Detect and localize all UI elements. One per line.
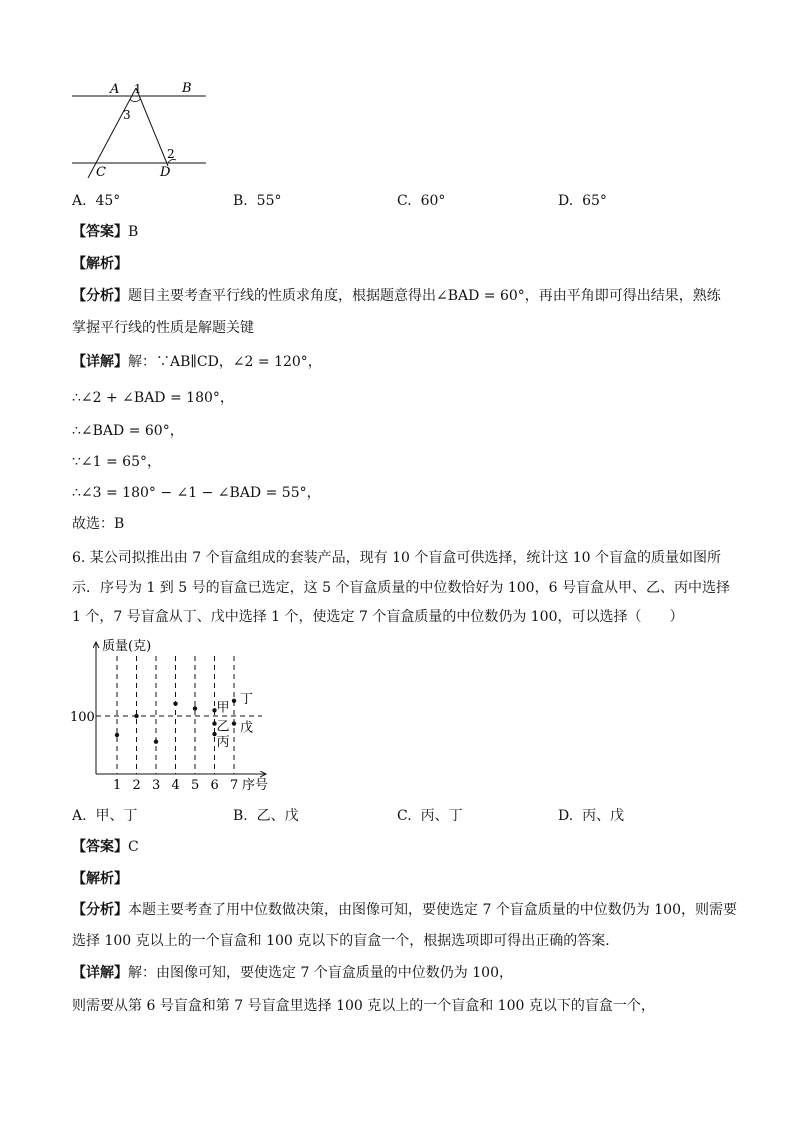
q6-fenxi-line1 bbox=[72, 900, 737, 920]
fenxi-tag: 【分析】 bbox=[72, 902, 128, 918]
detail-tag: 【详解】 bbox=[72, 354, 128, 370]
x-tick-label: 7 bbox=[230, 778, 239, 793]
data-point bbox=[134, 714, 138, 718]
option-letter: B. bbox=[233, 808, 248, 824]
blind-box-mass-chart bbox=[66, 634, 286, 796]
q6-option-d bbox=[558, 806, 624, 826]
point-label: 丙 bbox=[216, 735, 230, 751]
q6-stem-line1: 6. 某公司拟推出由 7 个盲盒组成的套装产品，现有 10 个盲盒可供选择，统计这 10 个盲盒的质量如图所 bbox=[72, 550, 722, 566]
data-point bbox=[173, 701, 177, 705]
label-angle-2: 2 bbox=[167, 147, 175, 161]
x-tick-label: 4 bbox=[171, 778, 180, 793]
q5-detail-line3: ∴∠BAD = 60°， bbox=[72, 423, 184, 439]
point-label: 丁 bbox=[240, 691, 254, 707]
y-axis-label: 质量(克) bbox=[102, 639, 152, 654]
label-a: A bbox=[110, 82, 120, 97]
option-value: 45° bbox=[95, 193, 121, 209]
data-point bbox=[154, 739, 158, 743]
fenxi-text: 本题主要考查了用中位数做决策，由图像可知，要使选定 7 个盲盒质量的中位数仍为 100，则需要 bbox=[128, 902, 737, 918]
detail-tag: 【详解】 bbox=[72, 965, 128, 981]
option-letter: A. bbox=[72, 193, 87, 209]
data-point bbox=[232, 721, 236, 725]
q6-option-c bbox=[397, 806, 463, 826]
option-letter: D. bbox=[558, 193, 574, 209]
answer-tag: 【答案】 bbox=[72, 224, 128, 240]
fenxi-tag: 【分析】 bbox=[72, 288, 128, 304]
q6-answer bbox=[72, 837, 139, 857]
q6-detail-line1 bbox=[72, 963, 513, 983]
q5-detail-line2: ∴∠2 + ∠BAD = 180°， bbox=[72, 390, 234, 406]
parallel-lines-figure bbox=[60, 74, 220, 182]
detail-text: 解：∵AB∥CD，∠2 = 120°， bbox=[128, 354, 322, 370]
q5-option-c bbox=[397, 191, 445, 211]
answer-value: C bbox=[128, 839, 139, 855]
q5-fenxi-line2: 掌握平行线的性质是解题关键 bbox=[72, 320, 254, 336]
q6-option-a bbox=[72, 806, 137, 826]
data-point bbox=[232, 699, 236, 703]
q5-option-d bbox=[558, 191, 607, 211]
q5-fenxi-line1 bbox=[72, 286, 721, 306]
q5-answer bbox=[72, 222, 138, 242]
label-angle-1: 1 bbox=[134, 82, 142, 96]
option-value: 60° bbox=[420, 193, 446, 209]
option-value: 丙、丁 bbox=[420, 808, 463, 824]
q6-stem-line3: 1 个，7 号盲盒从丁、戊中选择 1 个，使选定 7 个盲盒质量的中位数仍为 100，可以选择（ ） bbox=[72, 609, 684, 625]
label-d: D bbox=[160, 165, 171, 180]
line-ad bbox=[136, 88, 168, 166]
option-value: 甲、丁 bbox=[95, 808, 138, 824]
q6-analysis-title: 【解析】 bbox=[72, 871, 128, 887]
label-c: C bbox=[96, 165, 106, 180]
q6-stem-line2: 示．序号为 1 到 5 号的盲盒已选定，这 5 个盲盒质量的中位数恰好为 100，6 号盲盒从甲、乙、丙中选择 bbox=[72, 580, 730, 596]
label-angle-3: 3 bbox=[123, 108, 131, 122]
option-letter: A. bbox=[72, 808, 87, 824]
q5-option-a bbox=[72, 191, 120, 211]
answer-tag: 【答案】 bbox=[72, 839, 128, 855]
x-tick-label: 5 bbox=[191, 778, 200, 793]
reference-line-label: 100 bbox=[70, 710, 95, 725]
x-axis-label: 序号 bbox=[242, 778, 269, 793]
label-b: B bbox=[182, 81, 192, 96]
option-letter: C. bbox=[397, 808, 412, 824]
x-tick-label: 1 bbox=[113, 778, 122, 793]
data-point bbox=[115, 733, 119, 737]
option-value: 55° bbox=[256, 193, 282, 209]
option-letter: D. bbox=[558, 808, 574, 824]
q5-option-b bbox=[233, 191, 281, 211]
option-value: 丙、戊 bbox=[582, 808, 625, 824]
angle3-arc bbox=[130, 99, 140, 102]
q5-detail-line4: ∵∠1 = 65°， bbox=[72, 454, 161, 470]
q5-detail-line5: ∴∠3 = 180° − ∠1 − ∠BAD = 55°， bbox=[72, 485, 321, 501]
q5-detail-line1 bbox=[72, 352, 322, 372]
answer-value: B bbox=[128, 224, 139, 240]
point-label: 乙 bbox=[216, 719, 230, 735]
point-label: 戊 bbox=[240, 720, 254, 736]
fenxi-text: 题目主要考查平行线的性质求角度，根据题意得出∠BAD = 60°，再由平角即可得出结果，熟练 bbox=[128, 288, 721, 304]
q6-option-b bbox=[233, 806, 299, 826]
q5-detail-line6: 故选：B bbox=[72, 516, 125, 532]
x-tick-label: 3 bbox=[152, 778, 161, 793]
q6-detail-line2: 则需要从第 6 号盲盒和第 7 号盲盒里选择 100 克以上的一个盲盒和 100 克以下的盲盒一个， bbox=[72, 998, 655, 1014]
x-tick-label: 6 bbox=[210, 778, 219, 793]
option-value: 65° bbox=[582, 193, 607, 209]
option-letter: C. bbox=[397, 193, 412, 209]
option-value: 乙、戊 bbox=[256, 808, 299, 824]
detail-text: 解：由图像可知，要使选定 7 个盲盒质量的中位数仍为 100， bbox=[128, 965, 513, 981]
data-point bbox=[193, 706, 197, 710]
x-tick-label: 2 bbox=[132, 778, 141, 793]
point-label: 甲 bbox=[216, 700, 230, 716]
q6-fenxi-line2: 选择 100 克以上的一个盲盒和 100 克以下的盲盒一个，根据选项即可得出正确的答案． bbox=[72, 933, 620, 949]
q5-analysis-title: 【解析】 bbox=[72, 256, 128, 272]
option-letter: B. bbox=[233, 193, 248, 209]
